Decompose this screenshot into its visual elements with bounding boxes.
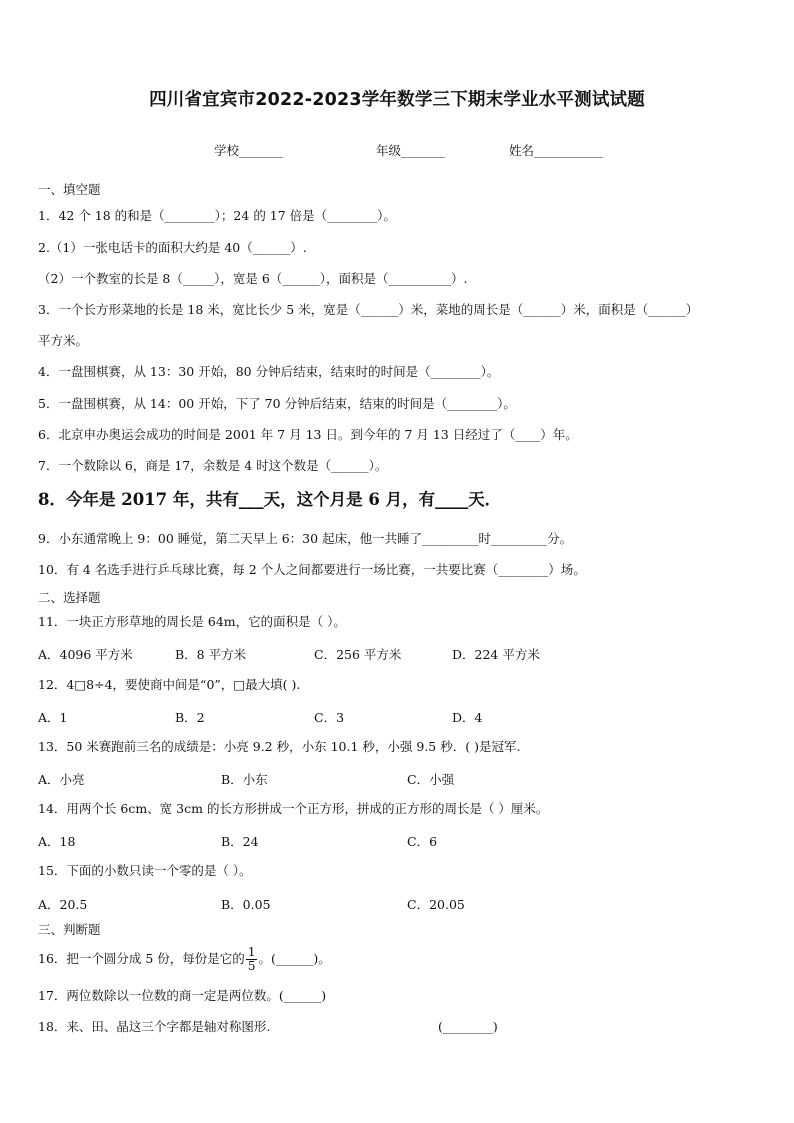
q16-text-after: 。(______)。 — [258, 951, 331, 966]
q12-option-d: D．4 — [452, 710, 483, 725]
q13-option-a: A．小亮 — [38, 772, 85, 787]
q12-option-b: B．2 — [175, 710, 205, 725]
grade-field — [376, 141, 445, 159]
name-blank: ___________ — [534, 143, 603, 158]
school-label: 学校 — [214, 143, 240, 158]
question-8: 8．今年是 2017 年，共有___天，这个月是 6 月，有____天． — [38, 490, 502, 509]
q12-option-a: A．1 — [38, 710, 68, 725]
q13-option-b: B．小东 — [221, 772, 268, 787]
page-title: 四川省宜宾市2022-2023学年数学三下期末学业水平测试试题 — [149, 90, 645, 110]
section-judge-title: 三、判断题 — [38, 922, 101, 937]
q14-option-c: C．6 — [407, 834, 438, 849]
grade-label: 年级 — [376, 143, 402, 158]
q14-option-b: B．24 — [221, 834, 259, 849]
question-2b: （2）一个教室的长是 8（_____），宽是 6（______），面积是（__________）. — [38, 271, 468, 286]
name-field — [509, 141, 603, 159]
question-11: 11．一块正方形草地的周长是 64m，它的面积是（ ）。 — [38, 614, 346, 629]
question-16 — [38, 944, 331, 974]
question-3b: 平方米。 — [38, 333, 89, 348]
question-3a: 3．一个长方形菜地的长是 18 米，宽比长少 5 米，宽是（______）米，菜地的周长是（______）米，面积是（______） — [38, 302, 699, 317]
question-5: 5．一盘围棋赛，从 14：00 开始，下了 70 分钟后结束，结束的时间是（________）。 — [38, 396, 516, 411]
school-blank: _______ — [239, 143, 283, 158]
question-18: 18．来、田、晶这三个字都是轴对称图形. — [38, 1019, 271, 1034]
q15-option-a: A．20.5 — [38, 897, 88, 912]
grade-blank: _______ — [401, 143, 445, 158]
q15-option-b: B．0.05 — [221, 897, 271, 912]
q13-option-c: C．小强 — [407, 772, 455, 787]
section-fill-title: 一、填空题 — [38, 182, 101, 197]
q16-text-before: 16．把一个圆分成 5 份，每份是它的 — [38, 951, 245, 966]
q18-answer-blank: (________) — [438, 1019, 498, 1034]
fraction-denominator: 5 — [247, 959, 256, 973]
question-17: 17．两位数除以一位数的商一定是两位数。(______) — [38, 988, 327, 1003]
question-1: 1．42 个 18 的和是（________）；24 的 17 倍是（________）。 — [38, 208, 396, 223]
question-4: 4．一盘围棋赛，从 13：30 开始，80 分钟后结束，结束时的时间是（________）。 — [38, 364, 500, 379]
q11-option-c: C．256 平方米 — [314, 647, 402, 662]
question-10: 10．有 4 名选手进行乒乓球比赛，每 2 个人之间都要进行一场比赛，一共要比赛（________）场。 — [38, 562, 586, 577]
question-15: 15．下面的小数只读一个零的是（ ）。 — [38, 863, 252, 878]
q12-option-c: C．3 — [314, 710, 345, 725]
fraction-numerator: 1 — [247, 945, 256, 959]
name-label: 姓名 — [509, 143, 535, 158]
q14-option-a: A．18 — [38, 834, 76, 849]
question-9: 9．小东通常晚上 9：00 睡觉，第二天早上 6：30 起床，他一共睡了_________时_________分。 — [38, 531, 573, 546]
question-14: 14．用两个长 6cm、宽 3cm 的长方形拼成一个正方形，拼成的正方形的周长是（ ）厘米。 — [38, 801, 549, 816]
q11-option-d: D．224 平方米 — [452, 647, 540, 662]
section-choice-title: 二、选择题 — [38, 590, 101, 605]
q11-option-b: B．8 平方米 — [175, 647, 247, 662]
q15-option-c: C．20.05 — [407, 897, 465, 912]
school-field — [214, 141, 283, 159]
question-2a: 2.（1）一张电话卡的面积大约是 40（______）. — [38, 240, 307, 255]
question-6: 6．北京申办奥运会成功的时间是 2001 年 7 月 13 日。到今年的 7 月 13 日经过了（____）年。 — [38, 427, 578, 442]
question-7: 7．一个数除以 6，商是 17，余数是 4 时这个数是（______）。 — [38, 458, 388, 473]
question-12: 12．4□8÷4，要使商中间是“0”，□最大填( ). — [38, 677, 301, 692]
q11-option-a: A．4096 平方米 — [38, 647, 133, 662]
fraction-one-fifth — [246, 946, 258, 973]
question-13: 13．50 米赛跑前三名的成绩是：小亮 9.2 秒，小东 10.1 秒，小强 9.5 秒．( )是冠军. — [38, 739, 521, 754]
